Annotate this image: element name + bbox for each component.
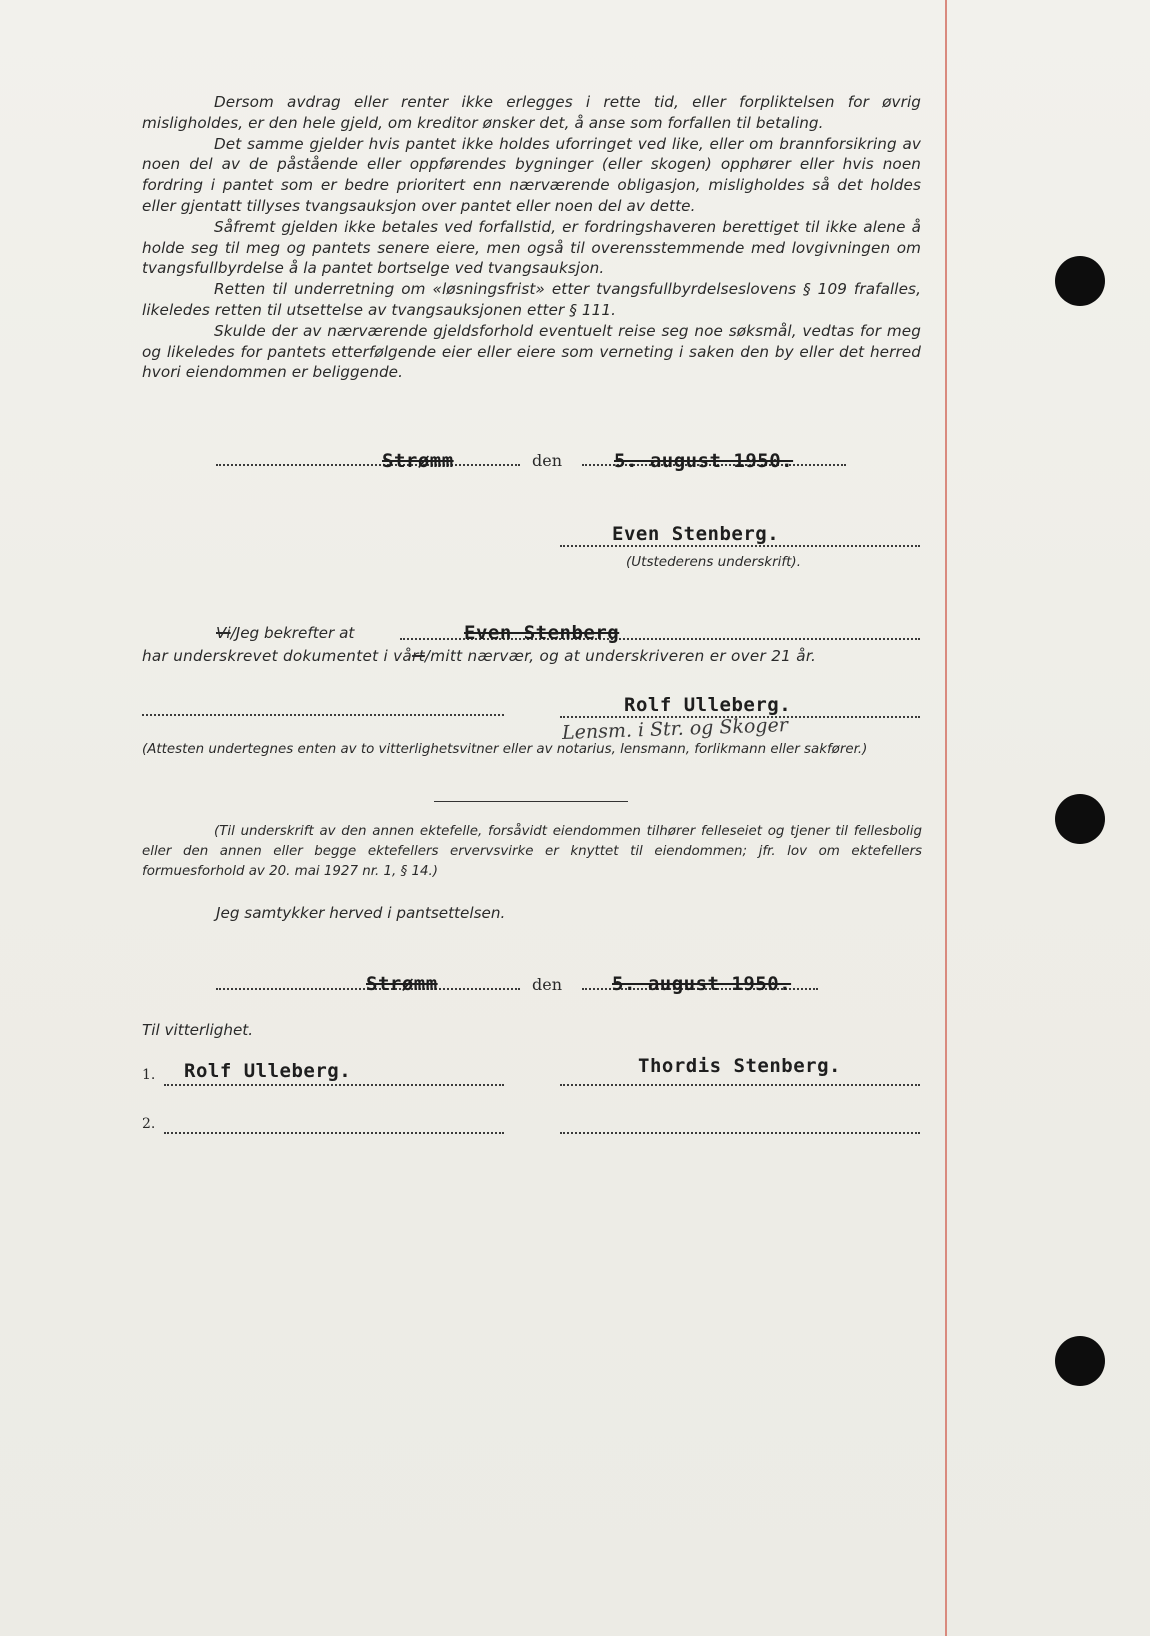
attest-line2-a: har underskrevet dokumentet i vå — [142, 647, 413, 665]
issuer-line — [560, 545, 920, 547]
attest-line2-struck: rt — [412, 647, 425, 665]
attest-line-1 — [216, 624, 354, 642]
punch-hole-bottom — [1055, 1336, 1105, 1386]
attest-line2-b: /mitt nærvær, og at underskriveren er over 21 år. — [424, 647, 817, 665]
place-2: Strømm — [366, 973, 438, 995]
witness-1-line — [164, 1084, 504, 1086]
handwritten-title: Lensm. i Str. og Skoger — [561, 714, 789, 744]
separator-line — [434, 801, 628, 802]
attest-note — [142, 740, 922, 760]
witness-label: Til vitterlighet. — [142, 1021, 254, 1039]
witness-2-number: 2. — [142, 1116, 156, 1132]
place-1: Strømm — [382, 450, 454, 472]
place-line-1 — [216, 464, 520, 466]
second-signature-line — [560, 1132, 920, 1134]
den-label-2: den — [532, 975, 563, 994]
date-1: 5. august 1950. — [614, 450, 794, 472]
spouse-signature: Thordis Stenberg. — [638, 1055, 841, 1077]
issuer-caption: (Utstederens underskrift). — [626, 554, 801, 570]
attest-prefix: /Jeg bekrefter at — [230, 624, 355, 642]
paragraph-forced-sale: Såfremt gjelden ikke betales ved forfallstid, er fordringshaveren berettiget til ikke alene å holde seg til meg og pantets senere eiere, men også til overensstemmende med lovgivningen om tvangsfullbyrdelse å la pantet bortselge ved tvangsauksjon. — [142, 217, 921, 278]
attest-note-text: (Attesten undertegnes enten av to vitterlighetsvitner eller av notarius, lensmann, forlikmann eller sakfører.) — [142, 742, 868, 757]
paragraph-default: Dersom avdrag eller renter ikke erlegges i rette tid, eller forpliktelsen for øvrig misligholdes, er den hele gjeld, om kreditor ønsker det, å anse som forfallen til betaling. — [142, 93, 921, 132]
red-margin-line — [945, 0, 947, 1636]
attested-person: Even Stenberg — [464, 622, 620, 644]
witness-left-line — [142, 714, 504, 716]
spouse-note — [142, 822, 922, 882]
spouse-line — [560, 1084, 920, 1086]
date-2: 5. august 1950. — [612, 973, 792, 995]
punch-hole-top — [1055, 256, 1105, 306]
issuer-signature: Even Stenberg. — [612, 523, 780, 545]
paragraph-venue: Skulde der av nærværende gjeldsforhold eventuelt reise seg noe søksmål, vedtas for meg og likeledes for pantets etterfølgende eier eller eiere som verneting i saken den by eller det herred hvori eiendommen er beliggende. — [142, 321, 921, 382]
den-label-1: den — [532, 451, 563, 470]
witness-1-number: 1. — [142, 1067, 156, 1083]
terms-text — [142, 92, 921, 383]
witness-1-name: Rolf Ulleberg. — [184, 1060, 352, 1082]
paragraph-maintenance: Det samme gjelder hvis pantet ikke holdes uforringet ved like, eller om brannforsikring av noen del av de påstående eller oppførendes bygninger (eller skogen) opphører eller hvis noen fordring i pantet som er bedre prioritert enn nærværende obligasjon, misligholdes så det holdes eller gjentatt tillyses tvangsauksjon over pantet eller noen del av dette. — [142, 134, 921, 215]
paragraph-notice: Retten til underretning om «løsningsfrist» etter tvangsfullbyrdelseslovens § 109 frafalles, likeledes retten til utsettelse av tvangsauksjonen etter § 111. — [142, 280, 921, 319]
punch-hole-middle — [1055, 794, 1105, 844]
attest-signer: Rolf Ulleberg. — [624, 694, 792, 716]
attest-line-2 — [142, 647, 816, 665]
spouse-note-text: (Til underskrift av den annen ektefelle, forsåvidt eiendommen tilhører felleseiet og tjener til fellesbolig eller den annen eller begge ektefellers ervervsvirke er knyttet til eiendommen; jfr. lov om ektefellers formuesforhold av 20. mai 1927 nr. 1, § 14.) — [142, 824, 922, 879]
consent-text: Jeg samtykker herved i pantsettelsen. — [216, 904, 506, 922]
struck-vi: Vi — [216, 624, 231, 642]
witness-2-line — [164, 1132, 504, 1134]
